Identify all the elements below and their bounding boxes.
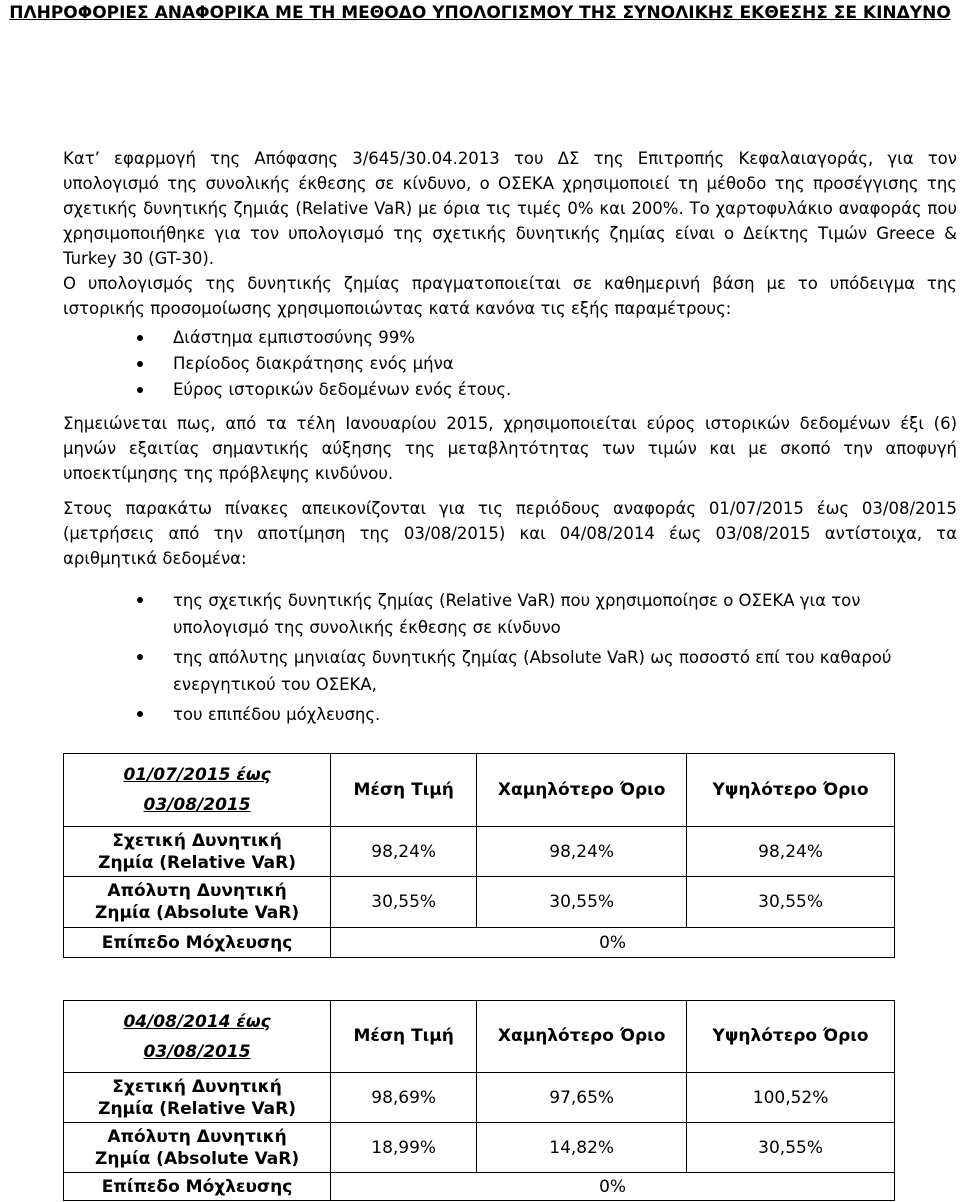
var-table-2 xyxy=(63,1000,895,1201)
header-low: Χαμηλότερο Όριο xyxy=(477,1001,687,1073)
header-high: Υψηλότερο Όριο xyxy=(687,754,895,827)
table-row xyxy=(64,1123,895,1173)
cell-value: 98,24% xyxy=(331,827,477,877)
cell-value: 30,55% xyxy=(477,877,687,928)
table-row xyxy=(64,1173,895,1201)
header-high: Υψηλότερο Όριο xyxy=(687,1001,895,1073)
period-end: 03/08/2015 xyxy=(143,795,251,815)
header-low: Χαμηλότερο Όριο xyxy=(477,754,687,827)
table-row xyxy=(64,877,895,928)
cell-value: 97,65% xyxy=(477,1073,687,1123)
cell-value: 30,55% xyxy=(687,1123,895,1173)
row-label: Επίπεδο Μόχλευσης xyxy=(64,1173,331,1201)
cell-value: 18,99% xyxy=(331,1123,477,1173)
list-item: της σχετικής δυνητικής ζημίας (Relative VaR) που χρησιμοποίησε ο ΟΣΕΚΑ για τον υπολογισμό της συνολικής έκθεσης σε κίνδυνο xyxy=(63,587,957,641)
tables-intro-paragraph: Στους παρακάτω πίνακες απεικονίζονται για τις περιόδους αναφοράς 01/07/2015 έως 03/08/2015 (μετρήσεις από την αποτίμηση της 03/08/2015) και 04/08/2014 έως 03/08/2015 αντίστοιχα, τα αριθμητικά δεδομένα: xyxy=(63,499,957,568)
cell-value: 98,24% xyxy=(687,827,895,877)
period-cell xyxy=(64,754,331,827)
cell-value: 14,82% xyxy=(477,1123,687,1173)
var-table-1 xyxy=(63,753,895,958)
row-label: Απόλυτη Δυνητική Ζημία (Absolute VaR) xyxy=(64,1123,331,1173)
cell-value: 30,55% xyxy=(331,877,477,928)
row-label: Σχετική Δυνητική Ζημία (Relative VaR) xyxy=(64,827,331,877)
cell-value: 0% xyxy=(331,1173,895,1201)
intro-paragraph: Κατ’ εφαρμογή της Απόφασης 3/645/30.04.2013 του ΔΣ της Επιτροπής Κεφαλαιαγοράς, για τον υπολογισμό της συνολικής έκθεσης σε κίνδυνο, ο ΟΣΕΚΑ χρησιμοποιεί τη μέθοδο της προσέγγισης της σχετικής δυνητικής ζημιάς (Relative VaR) με όρια τις τιμές 0% και 200%. Το χαρτοφυλάκιο αναφοράς που χρησιμοποιήθηκε για τον υπολογισμό της σχετικής δυνητικής ζημίας είναι ο Δείκτης Τιμών Greece & Turkey 30 (GT-30). xyxy=(63,149,957,268)
table-row xyxy=(64,827,895,877)
cell-value: 98,24% xyxy=(477,827,687,877)
cell-value: 98,69% xyxy=(331,1073,477,1123)
period-cell xyxy=(64,1001,331,1073)
table-row xyxy=(64,1073,895,1123)
row-label: Απόλυτη Δυνητική Ζημία (Absolute VaR) xyxy=(64,877,331,928)
list-item: Περίοδος διακράτησης ενός μήνα xyxy=(63,351,957,377)
period-start: 01/07/2015 έως xyxy=(123,765,271,785)
period-end: 03/08/2015 xyxy=(143,1041,251,1062)
row-label: Επίπεδο Μόχλευσης xyxy=(64,928,331,958)
list-item: Εύρος ιστορικών δεδομένων ενός έτους. xyxy=(63,377,957,403)
row-label: Σχετική Δυνητική Ζημία (Relative VaR) xyxy=(64,1073,331,1123)
list-item: της απόλυτης μηνιαίας δυνητικής ζημίας (Absolute VaR) ως ποσοστό επί του καθαρού ενεργητικού του ΟΣΕΚΑ, xyxy=(63,644,957,698)
header-mean: Μέση Τιμή xyxy=(331,754,477,827)
document-title: ΠΛΗΡΟΦΟΡΙΕΣ ΑΝΑΦΟΡΙΚΑ ΜΕ ΤΗ ΜΕΘΟΔΟ ΥΠΟΛΟΓΙΣΜΟΥ ΤΗΣ ΣΥΝΟΛΙΚΗΣ ΕΚΘΕΣΗΣ ΣΕ ΚΙΝΔΥΝΟ xyxy=(9,3,951,23)
cell-value: 100,52% xyxy=(687,1073,895,1123)
list-item: Διάστημα εμπιστοσύνης 99% xyxy=(63,325,957,351)
cell-value: 30,55% xyxy=(687,877,895,928)
header-mean: Μέση Τιμή xyxy=(331,1001,477,1073)
document-body xyxy=(63,146,957,728)
parameters-list xyxy=(63,325,957,403)
period-start: 04/08/2014 έως xyxy=(123,1011,271,1032)
method-paragraph: Ο υπολογισμός της δυνητικής ζημίας πραγματοποιείται σε καθημερινή βάση με το υπόδειγμα της ιστορικής προσομοίωσης χρησιμοποιώντας κατά κανόνα τις εξής παραμέτρους: xyxy=(63,274,957,318)
table-row xyxy=(64,928,895,958)
list-item: του επιπέδου μόχλευσης. xyxy=(63,701,957,728)
data-items-list xyxy=(63,587,957,728)
note-paragraph: Σημειώνεται πως, από τα τέλη Ιανουαρίου 2015, χρησιμοποιείται εύρος ιστορικών δεδομένων έξι (6) μηνών εξαιτίας σημαντικής αύξησης της μεταβλητότητας των τιμών και με σκοπό την αποφυγή υποεκτίμησης της πρόβλεψης κινδύνου. xyxy=(63,414,957,483)
cell-value: 0% xyxy=(331,928,895,958)
